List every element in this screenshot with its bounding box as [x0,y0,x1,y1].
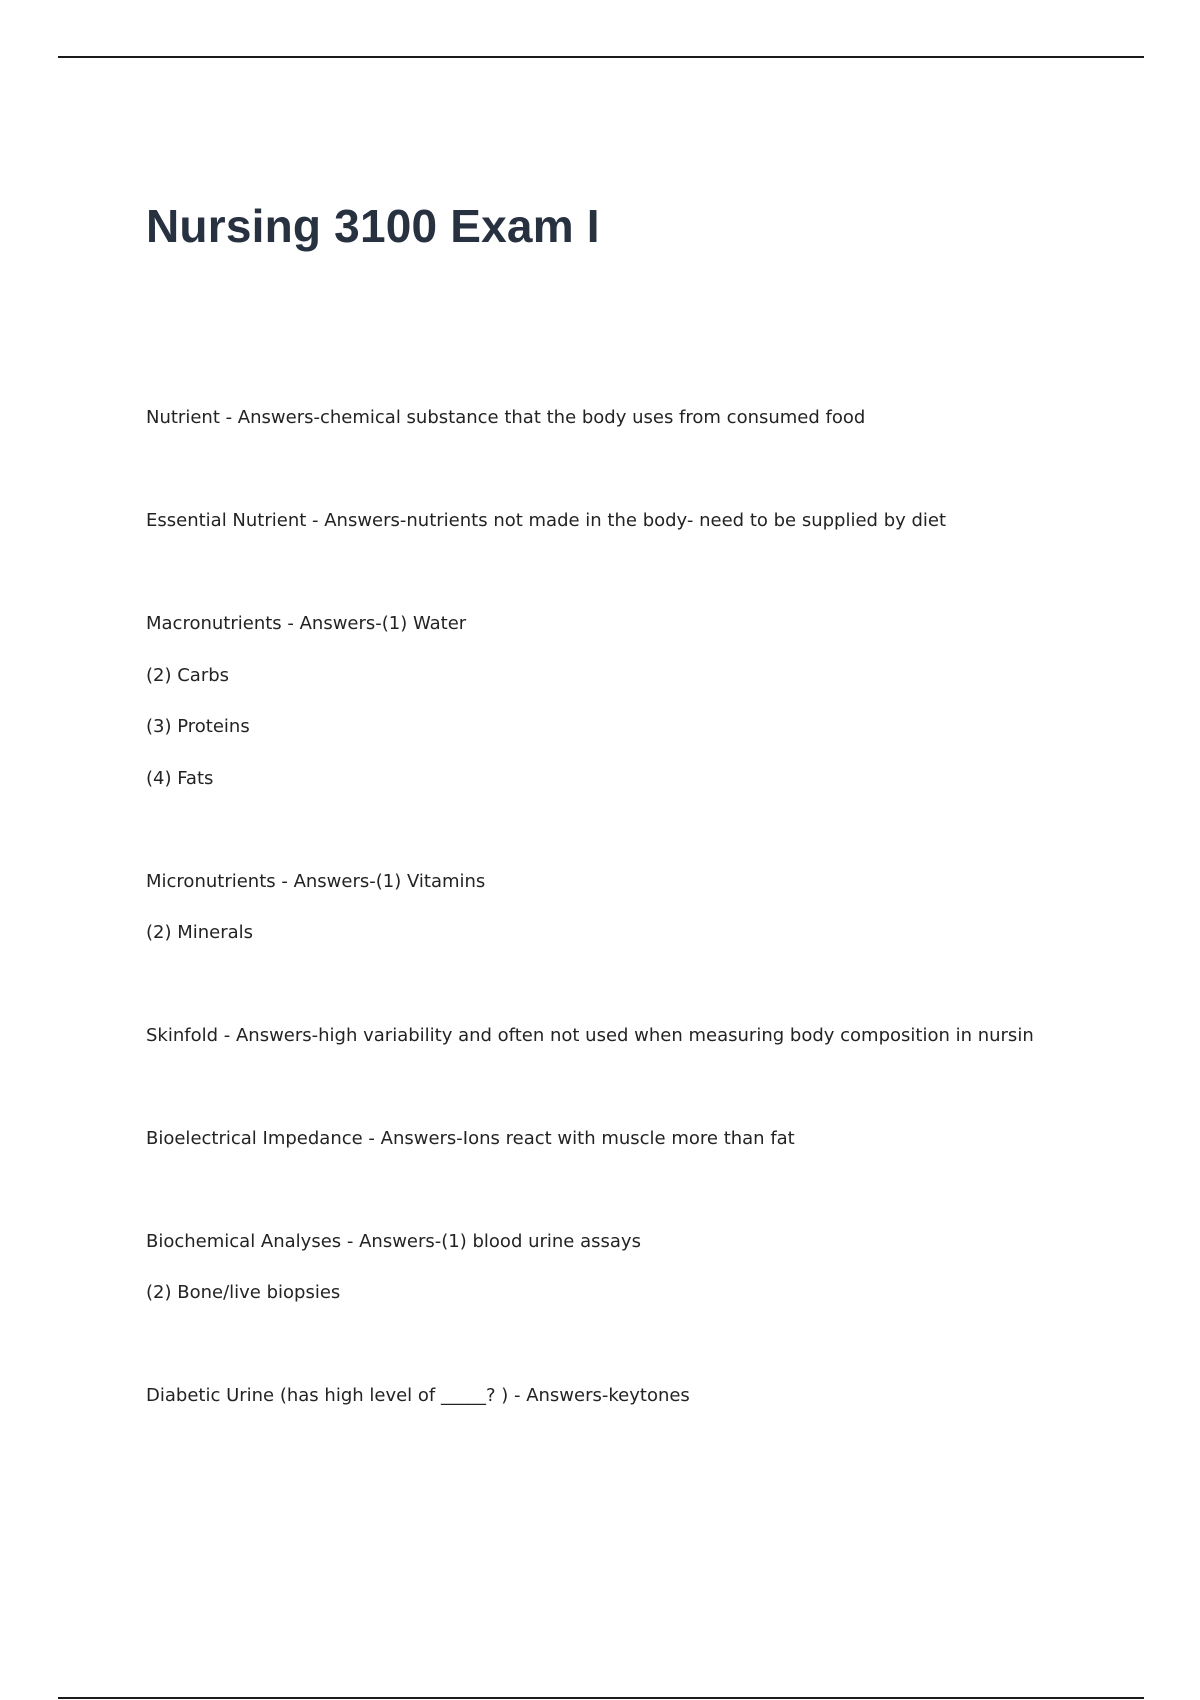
list-item: (2) Minerals [146,922,254,943]
header-rule [58,56,1144,58]
flashcard-essential-nutrient: Essential Nutrient - Answers-nutrients not made in the body- need to be supplied by diet [146,510,947,531]
list-item: (4) Fats [146,768,214,789]
flashcard-bioelectrical-impedance: Bioelectrical Impedance - Answers-Ions react with muscle more than fat [146,1128,795,1149]
footer-rule [58,1697,1144,1699]
flashcard-nutrient: Nutrient - Answers-chemical substance that the body uses from consumed food [146,407,866,428]
flashcard-micronutrients: Micronutrients - Answers-(1) Vitamins [146,871,486,892]
flashcard-macronutrients: Macronutrients - Answers-(1) Water [146,613,467,634]
list-item: (3) Proteins [146,716,250,737]
flashcard-biochemical-analyses: Biochemical Analyses - Answers-(1) blood urine assays [146,1231,641,1252]
list-item: (2) Carbs [146,665,230,686]
flashcard-skinfold: Skinfold - Answers-high variability and often not used when measuring body composition in nursin [146,1025,1034,1046]
flashcard-diabetic-urine: Diabetic Urine (has high level of _____? ) - Answers-keytones [146,1385,690,1406]
document-title: Nursing 3100 Exam I [146,200,600,252]
list-item: (2) Bone/live biopsies [146,1282,341,1303]
